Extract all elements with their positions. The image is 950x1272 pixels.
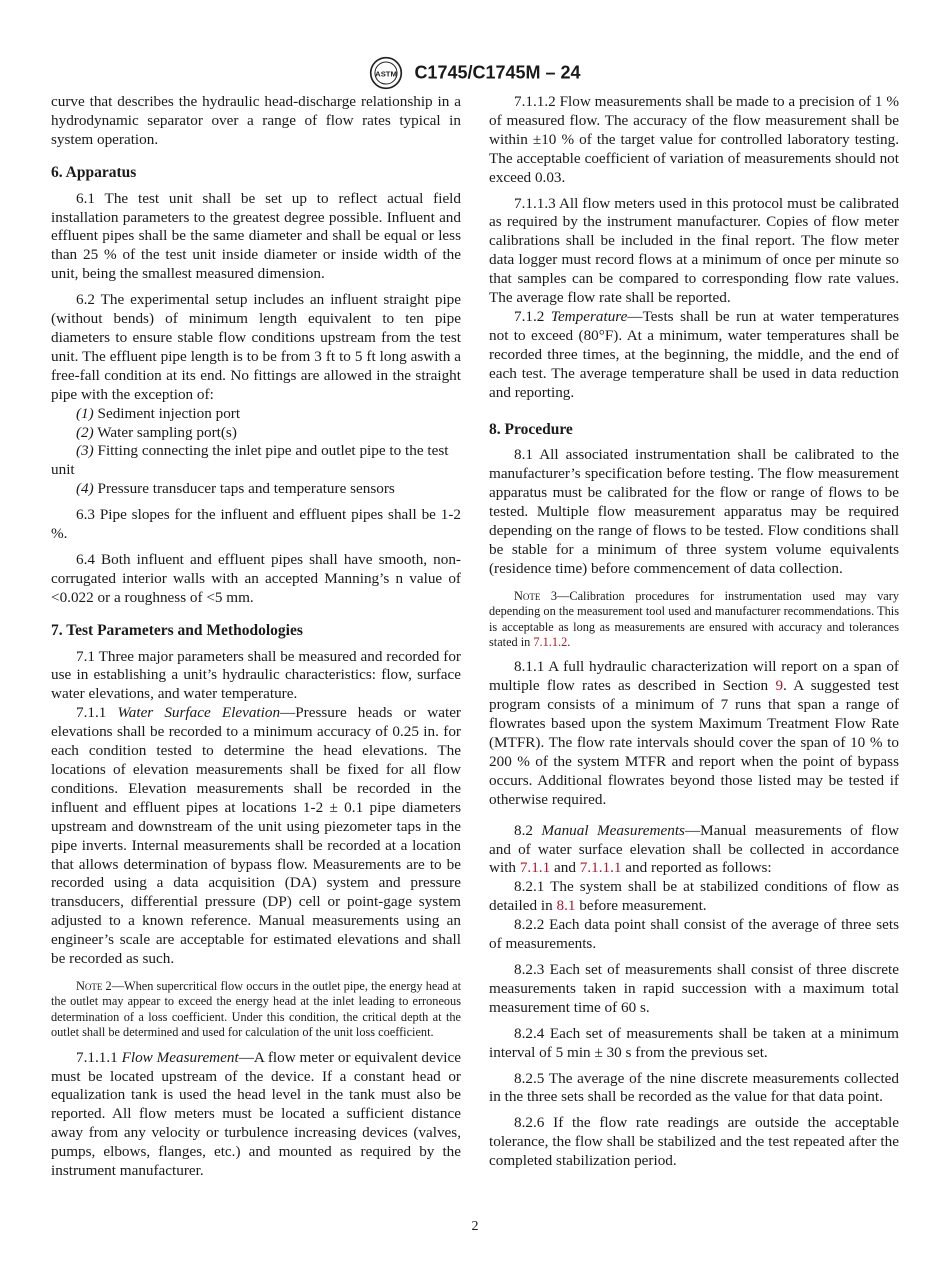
paragraph-8-2: 8.2 Manual Measurements—Manual measurements of flow and of water surface elevation shall be collected in accordance with 7.1.1 and 7.1.1.1 and reported as follows: [489, 821, 899, 877]
ref-link[interactable]: 7.1.1.2 [533, 634, 568, 649]
paragraph-8-2-1: 8.2.1 The system shall be at stabilized conditions of flow as detailed in 8.1 before measurement. [489, 878, 899, 915]
astm-logo-icon [369, 56, 403, 90]
document-designation: C1745/C1745M – 24 [414, 62, 581, 83]
left-column [51, 93, 461, 1188]
list-item: (1) Sediment injection port [76, 404, 241, 422]
paragraph-7-1: 7.1 Three major parameters shall be measured and recorded for use in establishing a unit’s hydraulic characteristics: flow, surface water elevations, and water temperature. [51, 647, 461, 703]
list-item: (2) Water sampling port(s) [76, 423, 237, 441]
paragraph-8-2-3: 8.2.3 Each set of measurements shall consist of three discrete measurements taken in rapid succession with a maximum total measurement time of 60 s. [489, 960, 899, 1016]
page-header [0, 56, 950, 90]
paragraph-7-1-1: 7.1.1 Water Surface Elevation—Pressure heads or water elevations shall be recorded to a minimum accuracy of 0.25 in. for each condition tested to determine the head elevations. The locations of elevation measurements shall be fixed for all flow conditions. Elevation measurements shall be recorded in the influent and effluent pipes at locations 1-2 ± 0.1 pipe diameters upstream and downstream of the unit using piezometer taps in the pipe inverts. Internal measurements shall be recorded at a location that allows determination of bypass flow. Measurements are to be recorded using a data acquisition (DA) system and pressure transducers, differential pressure (DP) cell or point-gage system adjusted to a known reference. Manual measurements using an engineer’s scale are acceptable for estimated elevations and shall be recorded as such. [51, 704, 461, 968]
paragraph-7-1-1-2: 7.1.1.2 Flow measurements shall be made to a precision of 1 % of measured flow. The accuracy of the flow measurement shall be within ±10 % of the target value for controlled laboratory testing. The acceptable coefficient of variation of measurements should not exceed 0.03. [489, 93, 899, 186]
paragraph-8-2-2: 8.2.2 Each data point shall consist of the average of three sets of measurements. [489, 916, 899, 953]
paragraph-6-3: 6.3 Pipe slopes for the influent and effluent pipes shall be 1-2 %. [51, 506, 461, 543]
ref-link[interactable]: 7.1.1 [519, 859, 551, 877]
paragraph-6-1: 6.1 The test unit shall be set up to reflect actual field installation parameters to the greatest degree possible. Influent and effluent pipes shall be the same diameter and shall be equal or less than 25 % of the test unit inside diameter or inside width of the unit, being the smallest measured dimension. [51, 189, 461, 283]
list-item: (4) Pressure transducer taps and temperature sensors [76, 480, 395, 498]
note-2: Note 2—When supercritical flow occurs in the outlet pipe, the energy head at the outlet may appear to exceed the energy head at the inlet leading to erroneous determination of a loss coefficient. Under this condition, the critical depth at the outlet shall be determined and used for calculation of the unit loss coefficient. [51, 978, 461, 1040]
paragraph-6-2: 6.2 The experimental setup includes an influent straight pipe (without bends) of minimum length equivalent to ten pipe diameters to ensure stable flow conditions upstream from the test unit. The effluent pipe length is to be from 3 ft to 5 ft long aswith a free-fall condition at its end. No fittings are allowed in the straight pipe with the exception of: [51, 291, 461, 403]
ref-link[interactable]: 7.1.1.1 [579, 859, 622, 877]
ref-link[interactable]: 9 [775, 677, 784, 695]
paragraph-8-2-6: 8.2.6 If the flow rate readings are outside the acceptable tolerance, the flow shall be stabilized and the test repeated after the completed stabilization period. [489, 1114, 899, 1170]
paragraph-7-1-1-1: 7.1.1.1 Flow Measurement—A flow meter or equivalent device must be located upstream of the device. If a constant head or equalization tank is used the head level in the tank must also be reported. All flow meters must be located a sufficient distance away from any velocity or turbulence increasing devices (valves, pumps, elbows, flanges, etc.) and mounted as required by the instrument manufacturer. [51, 1048, 462, 1180]
paragraph-7-1-2: 7.1.2 Temperature—Tests shall be run at water temperatures not to exceed (80°F). At a minimum, water temperatures shall be recorded three times, at the beginning, the middle, and the end of each test. The average temperature shall be used in data reduction and reporting. [489, 307, 899, 401]
list-item: (3) Fitting connecting the inlet pipe and outlet pipe to the test unit [51, 442, 449, 479]
right-column [489, 93, 899, 1178]
paragraph-8-2-4: 8.2.4 Each set of measurements shall be taken at a minimum interval of 5 min ± 30 s from the previous set. [489, 1024, 899, 1061]
ref-link[interactable]: 8.1 [556, 897, 576, 915]
paragraph-continuation: curve that describes the hydraulic head-discharge relationship in a hydrodynamic separator over a range of flow rates typical in system operation. [51, 93, 461, 148]
section-heading-apparatus: 6. Apparatus [51, 163, 137, 181]
paragraph-8-1: 8.1 All associated instrumentation shall be calibrated to the manufacturer’s specification before testing. The flow measurement apparatus must be calibrated for the flow or range of flows to be tested. Multiple flow measurement apparatus may be required depending on the range of flows to be tested. Flow conditions shall be stable for a minimum of three system volume equivalents (residence time) before commencement of data collection. [489, 446, 899, 577]
svg-text:ASTM: ASTM [375, 69, 398, 79]
note-3: Note 3—Calibration procedures for instrumentation used may vary depending on the measurement tool used and manufacturer recommendations. This is acceptable as long as measurements are ensured with accuracy and tolerances stated in 7.1.1.2. [489, 588, 899, 649]
paragraph-7-1-1-3: 7.1.1.3 All flow meters used in this protocol must be calibrated as required by the instrument manufacturer. Copies of flow meter calibrations shall be included in the final report. The flow meter data logger must record flows at a minimum of once per minute so that samples can be compared to corresponding flow rate values. The average flow rate shall be reported. [489, 194, 899, 307]
paragraph-8-1-1: 8.1.1 A full hydraulic characterization will report on a span of multiple flow rates as described in Section 9. A suggested test program consists of a minimum of 7 runs that span a range of flowrates based upon the system Maximum Treatment Flow Rate (MTFR). The flow rate intervals should cover the span of 10 % to 200 % of the system MTFR and report when the point of bypass occurs. Additional flowrates beyond those listed may be tested if otherwise required. [489, 658, 900, 808]
section-heading-procedure: 8. Procedure [489, 420, 573, 438]
paragraph-6-4: 6.4 Both influent and effluent pipes shall have smooth, non-corrugated interior walls with an accepted Manning’s n value of <0.022 or a roughness of <5 mm. [51, 550, 461, 606]
page-number: 2 [471, 1219, 479, 1234]
section-heading-test-parameters: 7. Test Parameters and Methodologies [51, 621, 303, 639]
paragraph-8-2-5: 8.2.5 The average of the nine discrete measurements collected in the three sets shall be recorded as the value for that data point. [489, 1069, 899, 1106]
